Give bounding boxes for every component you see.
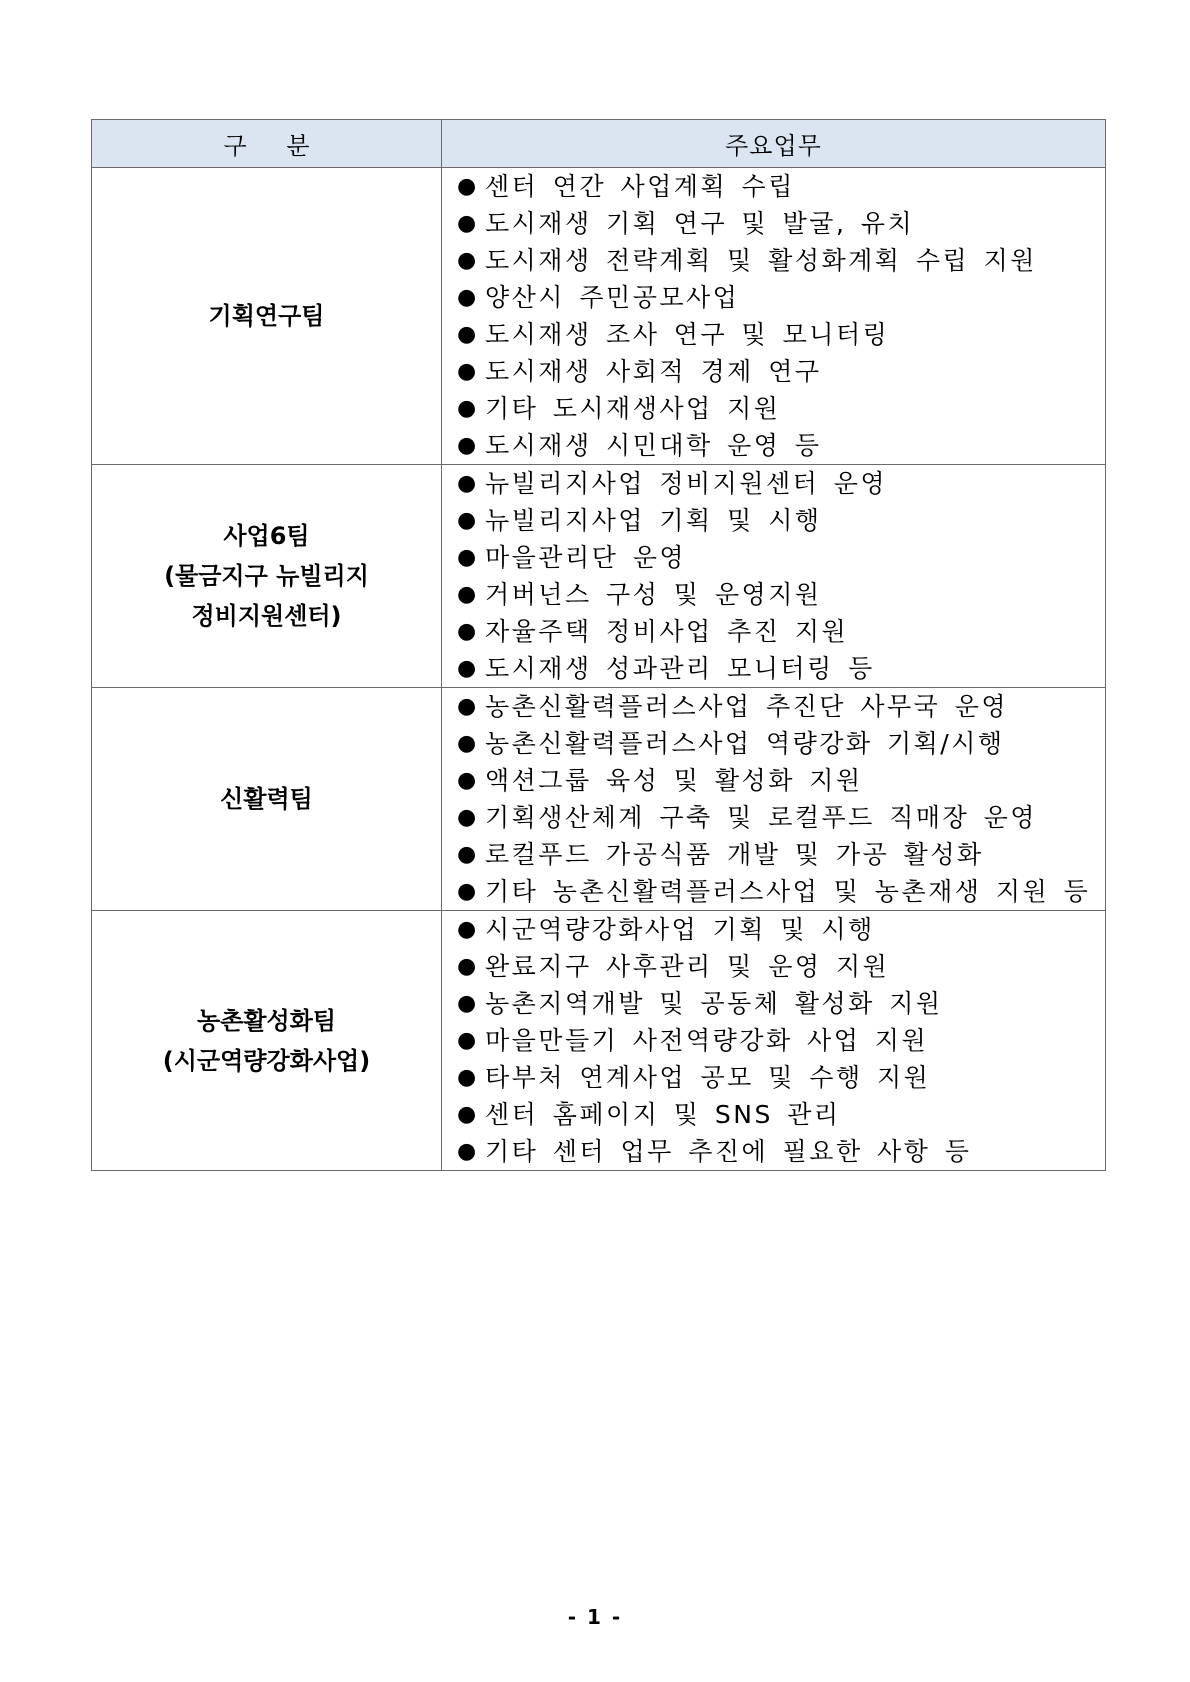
- bullet-icon: ●: [457, 471, 477, 496]
- header-category: 구 분: [92, 120, 442, 168]
- duty-item: [457, 948, 1105, 985]
- duty-item: [457, 799, 1105, 836]
- team-name-line: 기획연구팀: [208, 302, 325, 330]
- duty-list: [442, 688, 1105, 910]
- bullet-icon: ●: [457, 842, 477, 867]
- bullet-icon: ●: [457, 508, 477, 533]
- table-row: [92, 911, 1106, 1171]
- bullet-icon: ●: [457, 991, 477, 1016]
- bullet-icon: ●: [457, 768, 477, 793]
- team-name-line: 신활력팀: [220, 785, 313, 813]
- table-row: [92, 465, 1106, 688]
- table-row: [92, 168, 1106, 465]
- team-name-cell: [92, 911, 442, 1171]
- bullet-icon: ●: [457, 174, 477, 199]
- team-name-line: 농촌활성화팀: [196, 1006, 337, 1035]
- duty-item: [457, 279, 1105, 316]
- duty-item: [457, 539, 1105, 576]
- header-duties: 주요업무: [442, 120, 1106, 168]
- duty-text: 도시재생 전략계획 및 활성화계획 수립 지원: [485, 246, 1037, 275]
- bullet-icon: ●: [457, 694, 477, 719]
- duty-text: 거버넌스 구성 및 운영지원: [485, 580, 822, 609]
- duty-list: [442, 911, 1105, 1170]
- bullet-icon: ●: [457, 1065, 477, 1090]
- team-name-cell: [92, 688, 442, 911]
- duty-item: [457, 502, 1105, 539]
- duty-text: 로컬푸드 가공식품 개발 및 가공 활성화: [485, 840, 984, 869]
- team-name-line: (시군역량강화사업): [162, 1046, 371, 1075]
- bullet-icon: ●: [457, 211, 477, 236]
- duty-item: [457, 613, 1105, 650]
- duty-text: 기타 센터 업무 추진에 필요한 사항 등: [485, 1137, 972, 1166]
- duty-text: 완료지구 사후관리 및 운영 지원: [485, 952, 890, 981]
- bullet-icon: ●: [457, 433, 477, 458]
- duties-cell: [442, 168, 1106, 465]
- duty-text: 액션그룹 육성 및 활성화 지원: [485, 766, 863, 795]
- duty-text: 기획생산체계 구축 및 로컬푸드 직매장 운영: [485, 803, 1037, 832]
- bullet-icon: ●: [457, 1102, 477, 1127]
- bullet-icon: ●: [457, 656, 477, 681]
- duty-text: 기타 농촌신활력플러스사업 및 농촌재생 지원 등: [485, 877, 1091, 906]
- bullet-icon: ●: [457, 322, 477, 347]
- table-row: [92, 688, 1106, 911]
- duty-list: [442, 465, 1105, 687]
- bullet-icon: ●: [457, 917, 477, 942]
- bullet-icon: ●: [457, 805, 477, 830]
- duty-item: [457, 1133, 1105, 1170]
- duty-item: [457, 873, 1105, 910]
- duty-text: 도시재생 기획 연구 및 발굴, 유치: [485, 209, 915, 238]
- duty-text: 기타 도시재생사업 지원: [485, 394, 781, 423]
- duty-item: [457, 390, 1105, 427]
- duty-item: [457, 985, 1105, 1022]
- duty-item: [457, 576, 1105, 613]
- duty-item: [457, 316, 1105, 353]
- duty-text: 센터 연간 사업계획 수립: [485, 172, 795, 201]
- duty-text: 양산시 주민공모사업: [485, 283, 740, 312]
- bullet-icon: ●: [457, 954, 477, 979]
- table-body: [92, 168, 1106, 1171]
- duty-text: 자율주택 정비사업 추진 지원: [485, 617, 849, 646]
- page-number: - 1 -: [567, 1605, 623, 1629]
- duty-item: [457, 1059, 1105, 1096]
- bullet-icon: ●: [457, 582, 477, 607]
- bullet-icon: ●: [457, 248, 477, 273]
- bullet-icon: ●: [457, 285, 477, 310]
- team-name-line: (물금지구 뉴빌리지: [164, 562, 369, 590]
- duty-item: [457, 353, 1105, 390]
- duty-text: 마을만들기 사전역량강화 사업 지원: [485, 1026, 929, 1055]
- duty-text: 시군역량강화사업 기획 및 시행: [485, 915, 875, 944]
- bullet-icon: ●: [457, 1028, 477, 1053]
- duty-item: [457, 1096, 1105, 1133]
- bullet-icon: ●: [457, 879, 477, 904]
- bullet-icon: ●: [457, 359, 477, 384]
- duty-item: [457, 242, 1105, 279]
- duties-cell: [442, 688, 1106, 911]
- team-name-cell: [92, 168, 442, 465]
- duties-cell: [442, 911, 1106, 1171]
- duty-text: 뉴빌리지사업 정비지원센터 운영: [485, 469, 887, 498]
- duty-item: [457, 1022, 1105, 1059]
- duty-text: 센터 홈페이지 및 SNS 관리: [485, 1100, 841, 1129]
- table-header-row: [92, 120, 1106, 168]
- duty-item: [457, 725, 1105, 762]
- bullet-icon: ●: [457, 731, 477, 756]
- bullet-icon: ●: [457, 396, 477, 421]
- team-name-cell: [92, 465, 442, 688]
- duty-item: [457, 836, 1105, 873]
- team-name-line: 정비지원센터): [191, 602, 342, 630]
- duty-text: 농촌지역개발 및 공동체 활성화 지원: [485, 989, 943, 1018]
- duty-item: [457, 168, 1105, 205]
- duty-item: [457, 427, 1105, 464]
- duty-text: 농촌신활력플러스사업 추진단 사무국 운영: [485, 692, 1009, 721]
- duty-text: 도시재생 성과관리 모니터링 등: [485, 654, 875, 683]
- duty-text: 타부처 연계사업 공모 및 수행 지원: [485, 1063, 931, 1092]
- bullet-icon: ●: [457, 619, 477, 644]
- bullet-icon: ●: [457, 545, 477, 570]
- duty-item: [457, 650, 1105, 687]
- duty-item: [457, 205, 1105, 242]
- duties-cell: [442, 465, 1106, 688]
- duty-item: [457, 465, 1105, 502]
- duty-item: [457, 762, 1105, 799]
- duty-list: [442, 168, 1105, 464]
- duty-item: [457, 911, 1105, 948]
- duty-text: 도시재생 시민대학 운영 등: [485, 431, 822, 460]
- duty-item: [457, 688, 1105, 725]
- duty-text: 농촌신활력플러스사업 역량강화 기획/시행: [485, 729, 1005, 758]
- duty-text: 마을관리단 운영: [485, 543, 686, 572]
- duty-text: 뉴빌리지사업 기획 및 시행: [485, 506, 822, 535]
- team-duties-table: [91, 119, 1106, 1171]
- duty-text: 도시재생 조사 연구 및 모니터링: [485, 320, 890, 349]
- team-name-line: 사업6팀: [223, 522, 310, 550]
- duty-text: 도시재생 사회적 경제 연구: [485, 357, 822, 386]
- bullet-icon: ●: [457, 1139, 477, 1164]
